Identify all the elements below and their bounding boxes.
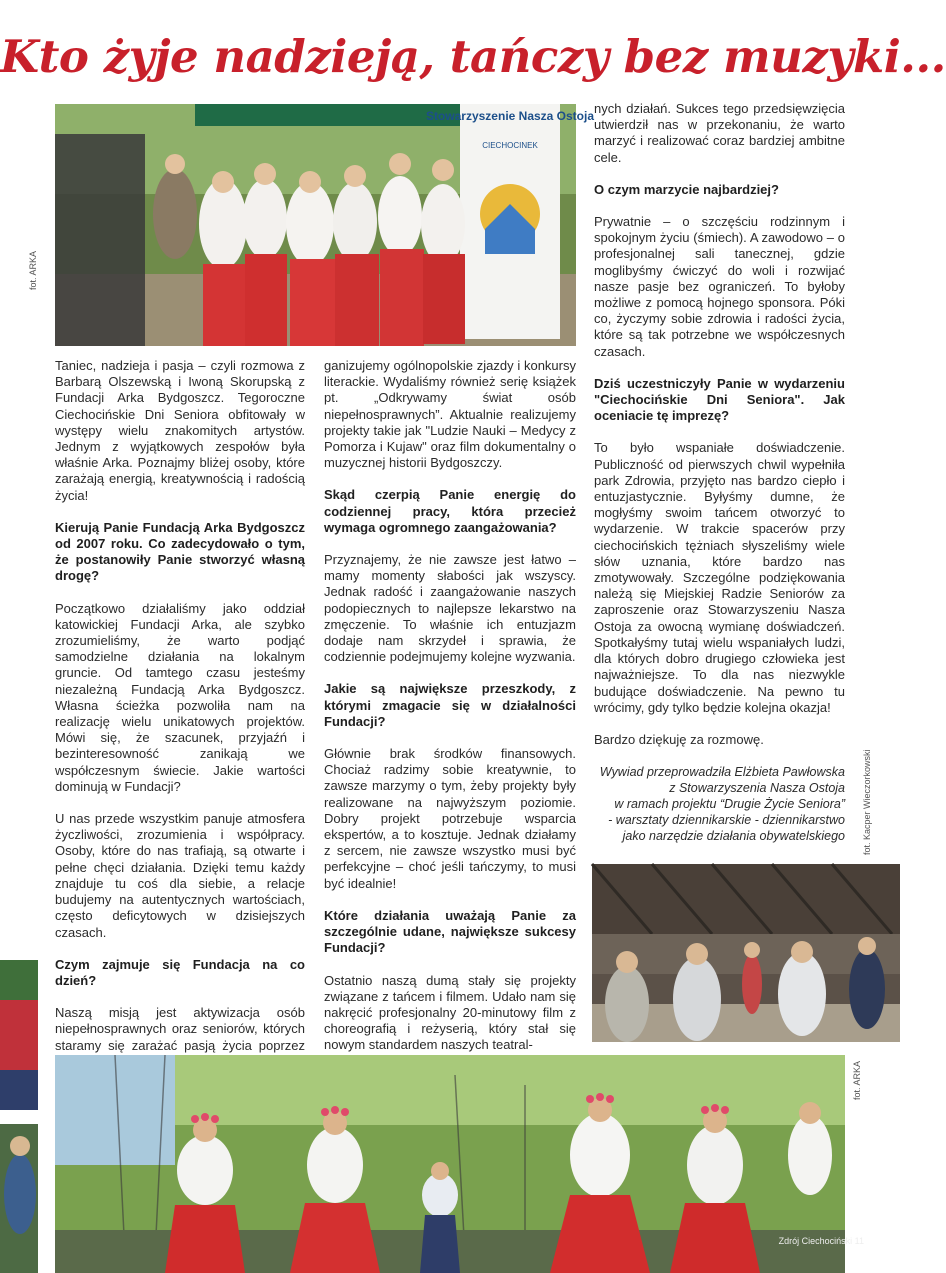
banner-town: CIECHOCINEK — [482, 141, 538, 150]
page-footer-caption: Zdrój Ciechociński 11 — [778, 1236, 864, 1246]
closing-line: Bardzo dziękuję za rozmowę. — [594, 731, 764, 747]
question-7: Dziś uczestniczyły Panie w wydarzeniu "Ciechocińskie Dni Seniora". Jak oceniacie tę imprezę? — [594, 375, 845, 424]
intro-paragraph: Taniec, nadzieja i pasja – czyli rozmowa z Barbarą Olszewską i Iwoną Skorupską z Fundacji Arka Bydgoszcz. Tegoroczne Ciechocińskie Dni Seniora obfitowały w występy wielu znakomitych artystów. Jednym z wyjątkowych zespołów była właśnie Arka. Poznajmy bliżej osoby, które zarażają energią, kreatywnością i radością życia! — [55, 358, 305, 503]
signature-line-1: Wywiad przeprowadziła Elżbieta Pawłowska — [599, 765, 845, 780]
question-6: O czym marzycie najbardziej? — [594, 181, 779, 197]
left-edge-photo-2 — [0, 1124, 38, 1273]
signature-line-3: w ramach projektu “Drugie Życie Seniora” — [614, 797, 845, 812]
answer-3-cont: ganizujemy ogólnopolskie zjazdy i konkursy literackie. Wydaliśmy również serię książek pt. „Odkrywamy świat osób niepełnosprawnych”. Aktualnie realizujemy projekty takie jak "Ludzie Nauki – Medycy z Pomorza i Kujaw" oraz film dokumentalny o muzycznej historii Bydgoszczy. — [324, 358, 576, 471]
column-2 — [324, 358, 576, 1054]
column-3 — [594, 101, 845, 860]
signature-line-4: - warsztaty dziennikarskie - dziennikarstwo — [608, 813, 845, 828]
answer-8: To było wspaniałe doświadczenie. Publiczność od pierwszych chwil wypełniła park Zdrowia, przyjęto nas bardzo ciepło i entuzjastycznie. Byłyśmy dumne, że mogłyśmy swoim tańcem otworzyć to wydarzenie. W trakcie spacerów przy ciechocińskich tężniach słyszeliśmy wiele słów uznania, które bardzo nas zmotywowały. Szczególne podziękowania należą się Miejskiej Radzie Seniorów za zaproszenie oraz Stowarzyszeniu Nasza Ostoja za owocną wymianę doświadczeń. Spotkałyśmy tutaj wielu wspaniałych ludzi, dla których dobro drugiego człowieka jest najważniejsze. To dla nas niezwykle budujące doświadczenie. Na pewno tu wrócimy, gdy tylko będzie kolejna okazja! — [594, 440, 845, 715]
answer-6-cont: nych działań. Sukces tego przedsięwzięcia utwierdził nas w przekonaniu, że warto marzyć i realizować coraz bardziej ambitne cele. — [594, 101, 845, 165]
question-3: Skąd czerpią Panie energię do codziennej pracy, która przecież wymaga ogromnego zaangażowania? — [324, 487, 576, 535]
photo-credit-right: fot. Kacper Wieczorkowski — [862, 749, 872, 855]
answer-7: Prywatnie – o szczęściu rodzinnym i spokojnym życiu (śmiech). A zawodowo – o profesjonalnej sali tanecznej, gdzie moglibyśmy ćwiczyć do woli i rozwijać nasze pasje bez ograniczeń. To byłoby możliwe z pomocą hojnego sponsora. Póki co, życzymy sobie zdrowia i radości życia, które są tak potrzebne we współczesnych czasach. — [594, 214, 845, 359]
question-2: Czym zajmuje się Fundacja na co dzień? — [55, 956, 305, 988]
question-1: Kierują Panie Fundacją Arka Bydgoszcz od 2007 roku. Co zadecydowało o tym, że postanowiły Panie stworzyć własną drogę? — [55, 519, 305, 584]
answer-2: U nas przede wszystkim panuje atmosfera życzliwości, zrozumienia i współpracy. Osoby, które do nas trafiają, są otwarte i pełne chęci działania. Dzięki temu każdy znajduje tu coś dla siebie, a relacje budujemy na autentycznych wartościach, często deficytowych w dzisiejszych czasach. — [55, 811, 305, 940]
banner-text: Stowarzyszenie Nasza Ostoja — [425, 109, 595, 123]
answer-5: Głównie brak środków finansowych. Chociaż radzimy sobie kreatywnie, to zawsze marzymy o tym, żeby projekty były realizowane na najwyższym poziomie. Dobry projekt potrzebuje wsparcia ekspertów, a to kosztuje. Jednak działamy z sercem, nie zawsze wszystko musi być perfekcyjne – choć jeśli tańczymy, to musi być idealnie! — [324, 746, 576, 891]
signature — [594, 764, 845, 844]
answer-4: Przyznajemy, że nie zawsze jest łatwo – mamy momenty słabości jak wszyscy. Jednak radość i zaangażowanie naszych podopiecznych to najlepsze lekarstwo na zmęczenie. To właśnie ich entuzjazm dodaje nam skrzydeł i sprawia, że codziennie podejmujemy kolejne wyzwania. — [324, 552, 576, 665]
question-4: Jakie są największe przeszkody, z którymi zmagacie się w działalności Fundacji? — [324, 681, 576, 729]
answer-1: Początkowo działaliśmy jako oddział katowickiej Fundacji Arka, ale szybko zrozumieliśmy, że warto podjąć samodzielne działania na lokalnym gruncie. Od tamtego czasu jesteśmy niezależną Fundacją Arka Bydgoszcz. Własna ścieżka pozwoliła nam na realizację wielu unikatowych projektów. Mówi się, że szacunek, przyjaźń i bezinteresowność zanikają we współczesnym świecie. Jakie wartości dominują w Fundacji? — [55, 600, 305, 794]
dance-photo — [55, 1055, 845, 1273]
photo-credit-bottom: fot. ARKA — [852, 1060, 862, 1100]
crowd-photo — [592, 864, 900, 1042]
column-1 — [55, 358, 305, 1086]
group-photo — [55, 104, 595, 346]
question-5: Które działania uważają Panie za szczególnie udane, największe sukcesy Fundacji? — [324, 907, 576, 956]
signature-line-2: z Stowarzyszenia Nasza Ostoja — [669, 781, 845, 796]
left-edge-photo-1 — [0, 960, 38, 1110]
photo-credit-top: fot. ARKA — [28, 250, 38, 290]
signature-line-5: jako narzędzie działania obywatelskiego — [622, 829, 845, 844]
article-title: Kto żyje nadzieją, tańczy bez muzyki... — [0, 30, 946, 83]
answer-3: Naszą misją jest aktywizacja osób niepełnosprawnych oraz seniorów, których staramy się zarażać pasją życia poprzez — [55, 1005, 305, 1053]
answer-6: Ostatnio naszą dumą stały się projekty związane z tańcem i filmem. Udało nam się nakręcić profesjonalny 20-minutowy film z choreografią i reżyserią, który stał się nowym standardem naszych teatral- — [324, 972, 576, 1053]
